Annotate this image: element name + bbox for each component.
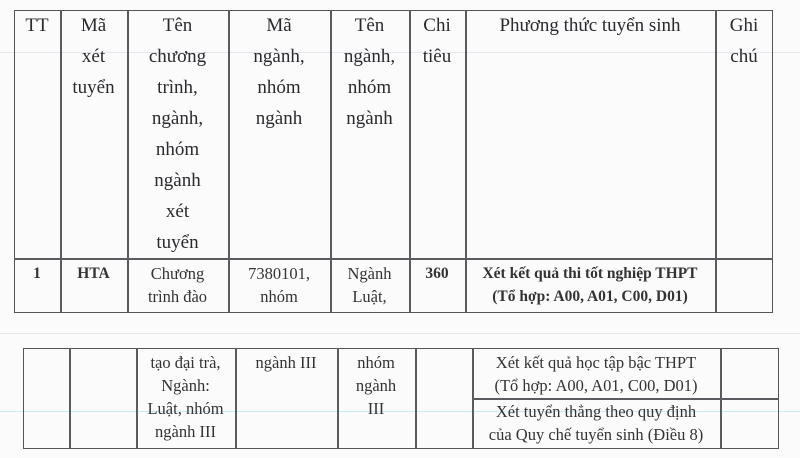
- row1-phuong-thuc: [465, 259, 715, 308]
- header-line: Chi: [423, 15, 451, 36]
- header-line: tuyển: [72, 77, 115, 98]
- header-line: xét: [81, 46, 106, 67]
- header-line: ngành: [346, 108, 393, 129]
- row1-ghi-chu: [715, 259, 773, 262]
- header-line: Phương thức tuyển sinh: [499, 15, 681, 36]
- cell-text: tạo đại trà,: [150, 353, 221, 372]
- column-divider: [69, 348, 71, 449]
- header-ten-chuong-trinh: [127, 8, 228, 258]
- cell-text: 360: [425, 265, 449, 282]
- header-line: nhóm: [347, 77, 392, 98]
- header-ma-xet-tuyen: [60, 8, 127, 103]
- header-line: Tên: [354, 15, 385, 36]
- method-hoc-ba: [472, 348, 720, 397]
- cell-text: Xét kết quả học tập bậc THPT: [495, 353, 697, 372]
- row1-chi-tieu: [409, 259, 465, 285]
- header-line: ngành: [255, 108, 303, 129]
- cont-ten-nganh: [337, 348, 415, 420]
- cell-text: nhóm: [357, 353, 395, 372]
- cell-text: Ngành:: [161, 376, 210, 395]
- header-ma-nganh: [228, 8, 330, 134]
- header-line: TT: [25, 15, 49, 36]
- header-line: Tên: [162, 15, 193, 36]
- header-ten-nganh: [330, 8, 409, 134]
- cell-text: 7380101,: [248, 264, 310, 283]
- header-line: ngành,: [253, 46, 305, 67]
- cell-text: Luật,: [352, 287, 387, 306]
- scan-artifact-line: [0, 333, 800, 334]
- cell-text: Xét kết quả thi tốt nghiệp THPT: [482, 265, 698, 282]
- cell-text: HTA: [77, 265, 110, 282]
- cell-text: ngành III: [255, 353, 317, 372]
- cell-text: Xét tuyển thẳng theo quy định: [495, 402, 697, 421]
- method-tuyen-thang: [472, 397, 720, 446]
- cont-ma-nganh: [235, 348, 337, 374]
- header-line: ngành,: [151, 108, 204, 129]
- cell-text: nhóm: [260, 287, 298, 306]
- row1-ten-nganh: [330, 259, 409, 308]
- row1-ma-xet-tuyen: [60, 259, 127, 285]
- header-phuong-thuc: [465, 8, 715, 41]
- header-line: xét: [165, 201, 190, 222]
- cell-text: (Tổ hợp: A00, A01, C00, D01): [494, 376, 698, 395]
- header-line: chú: [730, 46, 758, 67]
- cell-text: của Quy chế tuyển sinh (Điều 8): [488, 425, 704, 444]
- header-line: ngành,: [343, 46, 396, 67]
- row1-ma-nganh: [228, 259, 330, 308]
- cell-text: (Tổ hợp: A00, A01, C00, D01): [492, 288, 688, 305]
- header-line: tuyển: [156, 232, 199, 253]
- header-line: Mã: [80, 15, 107, 36]
- header-line: nhóm: [155, 139, 200, 160]
- cell-text: ngành III: [155, 422, 216, 441]
- cell-text: Luật, nhóm: [147, 399, 224, 418]
- header-line: chương: [148, 46, 207, 67]
- header-chi-tieu: [409, 8, 465, 72]
- header-line: Mã: [266, 15, 292, 36]
- cell-text: trình đào: [147, 287, 208, 306]
- cell-text: Chương: [150, 264, 205, 283]
- header-tt: [14, 8, 60, 41]
- header-line: Ghi: [729, 15, 759, 36]
- cell-text: 1: [33, 265, 41, 282]
- header-line: nhóm: [257, 77, 301, 98]
- header-line: ngành: [154, 170, 201, 191]
- cell-text: Ngành: [347, 264, 392, 283]
- row1-ten-chuong-trinh: [127, 259, 228, 308]
- header-line: tiêu: [422, 46, 452, 67]
- cell-text: III: [367, 399, 385, 418]
- header-ghi-chu: [715, 8, 773, 72]
- header-line: trình,: [157, 77, 198, 98]
- column-divider: [415, 348, 417, 449]
- cell-text: ngành: [355, 376, 397, 395]
- cont-ten-chuong-trinh: [136, 348, 235, 443]
- row1-tt: [14, 259, 60, 285]
